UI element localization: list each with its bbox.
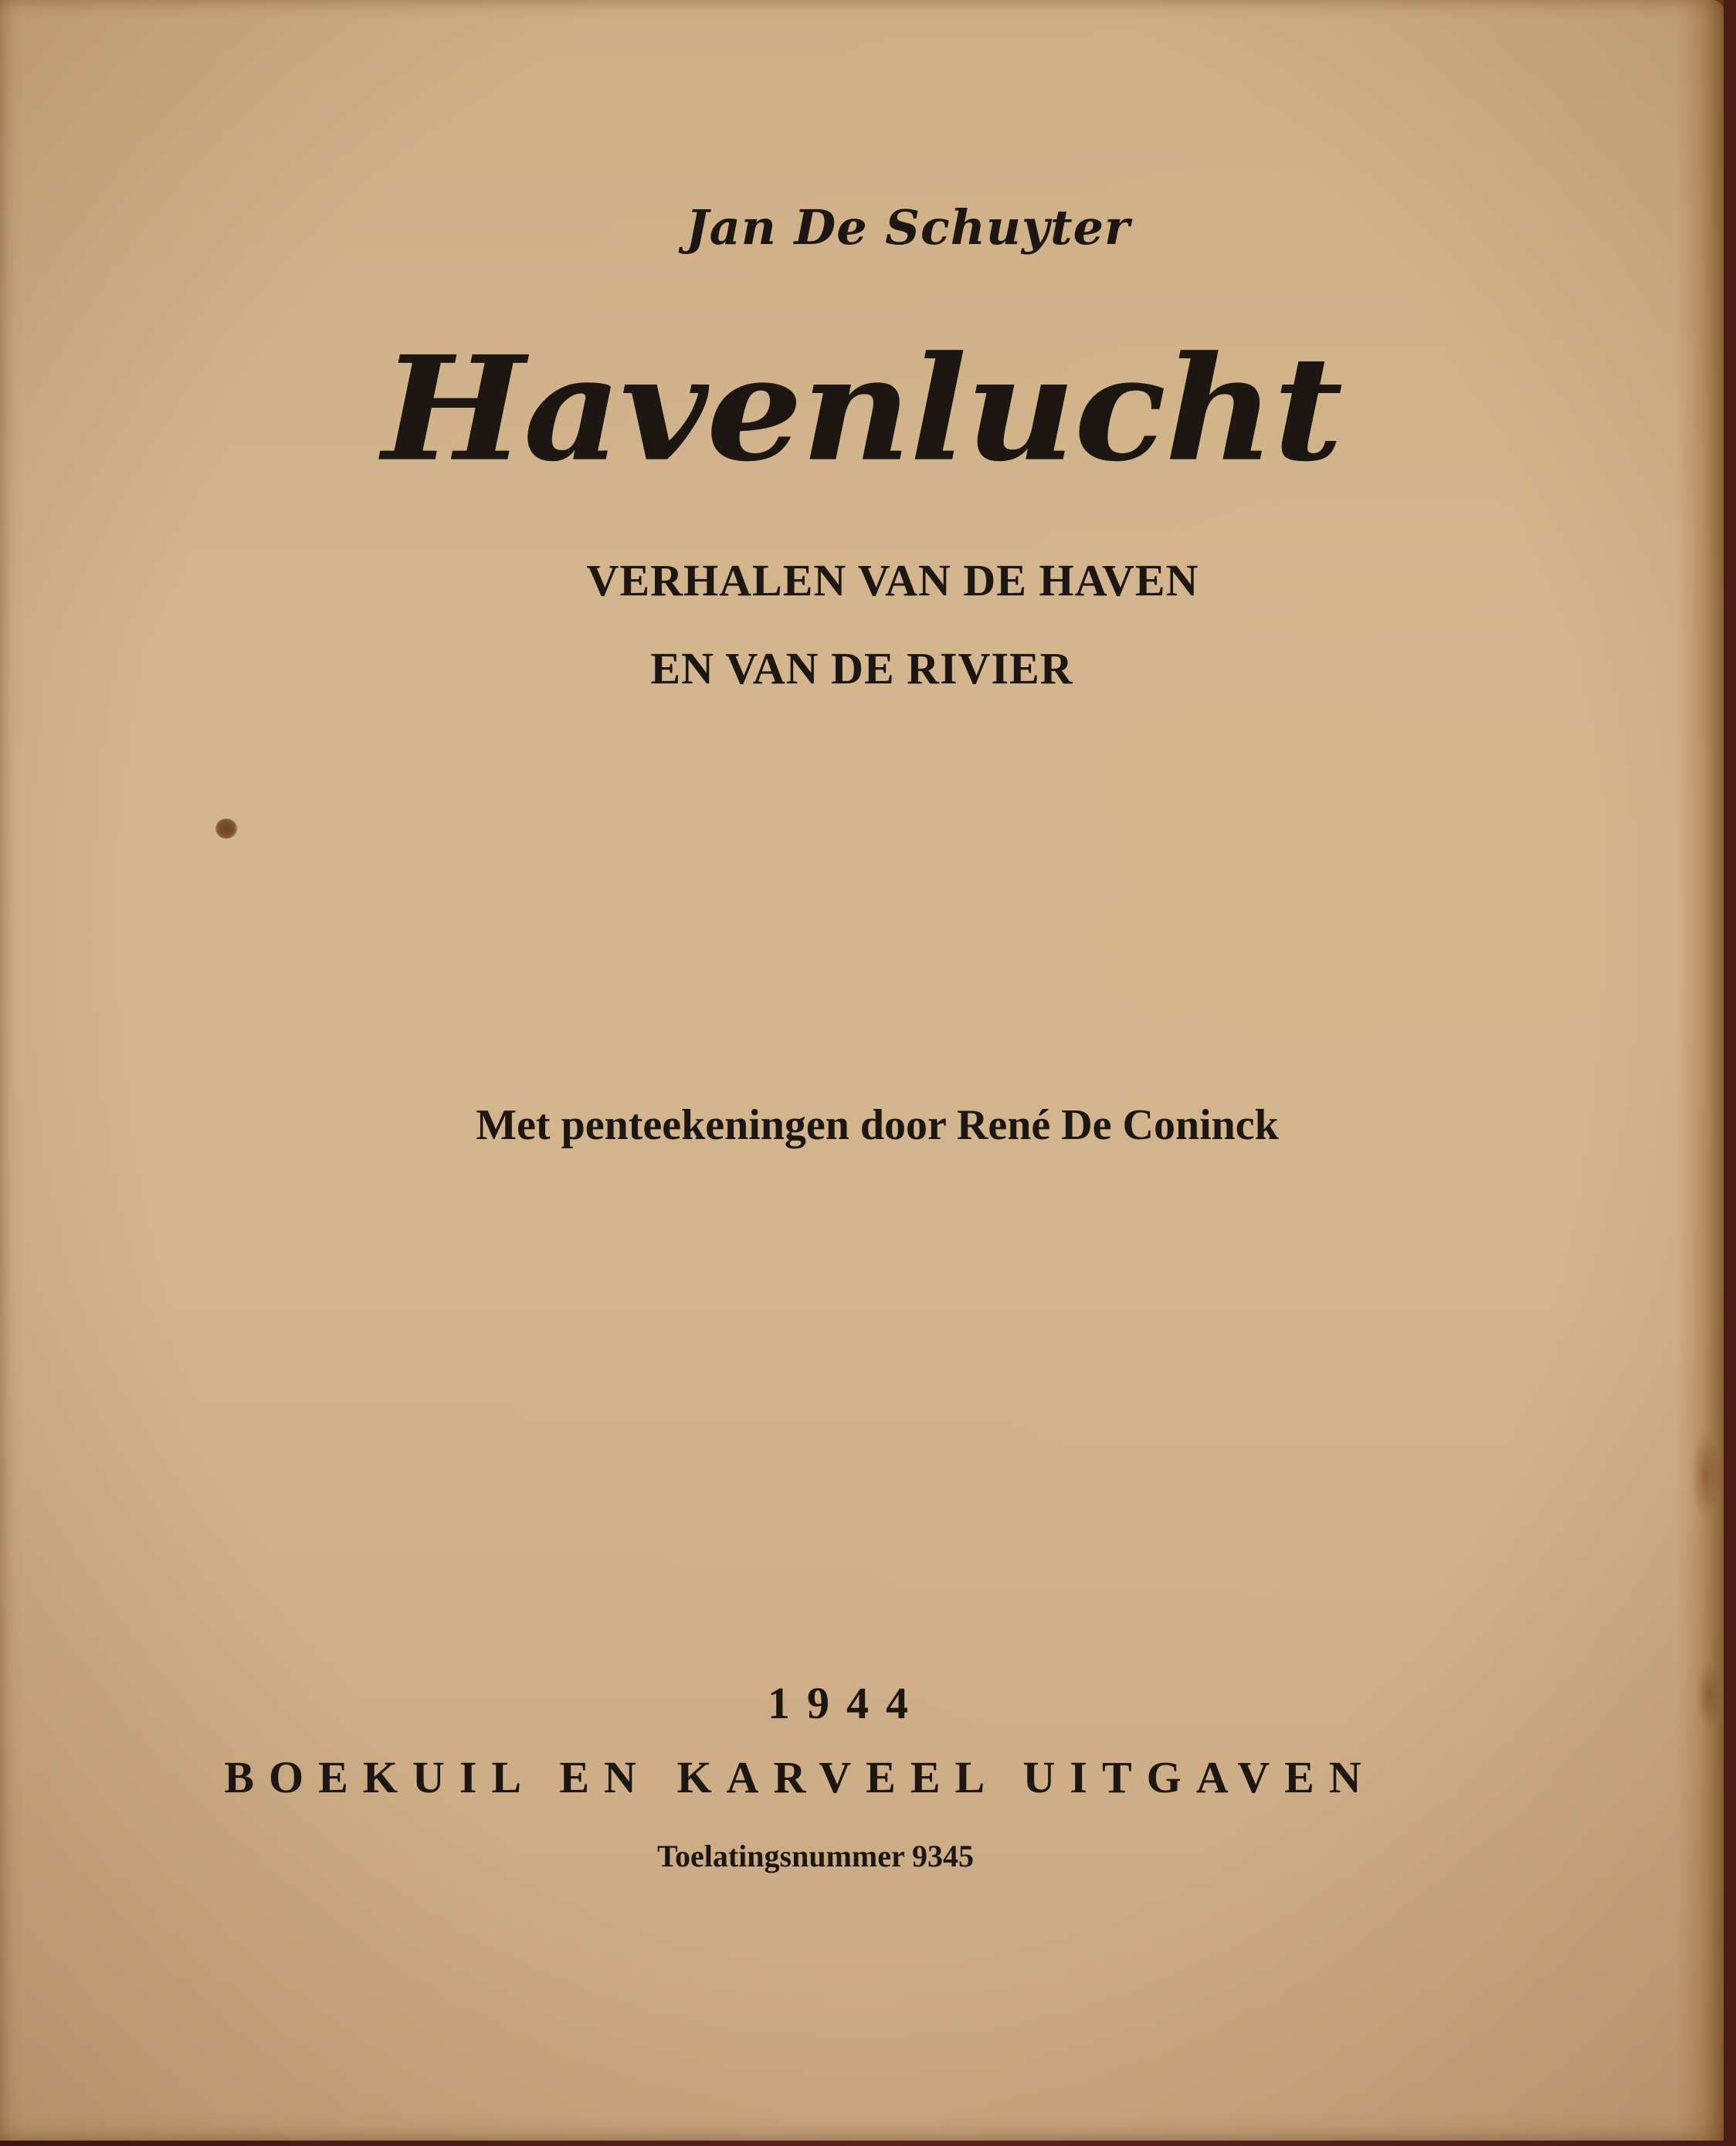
book-title: Havenlucht (381, 324, 1342, 494)
author-name: Jan De Schuyter (686, 199, 1131, 256)
subtitle-line-1: VERHALEN VAN DE HAVEN (586, 555, 1199, 605)
permit-number: Toelatingsnummer 9345 (656, 1839, 975, 1873)
edge-stain (1691, 1429, 1721, 1521)
illustrator-credit: Met penteekeningen door René De Coninck (476, 1101, 1279, 1149)
ink-spot (215, 819, 237, 839)
subtitle-line-2: EN VAN DE RIVIER (650, 643, 1073, 693)
page-edge-foxing (1677, 0, 1724, 2141)
publisher-name: BOEKUIL EN KARVEEL UITGAVEN (224, 1752, 1376, 1802)
publication-year: 1944 (768, 1678, 925, 1728)
